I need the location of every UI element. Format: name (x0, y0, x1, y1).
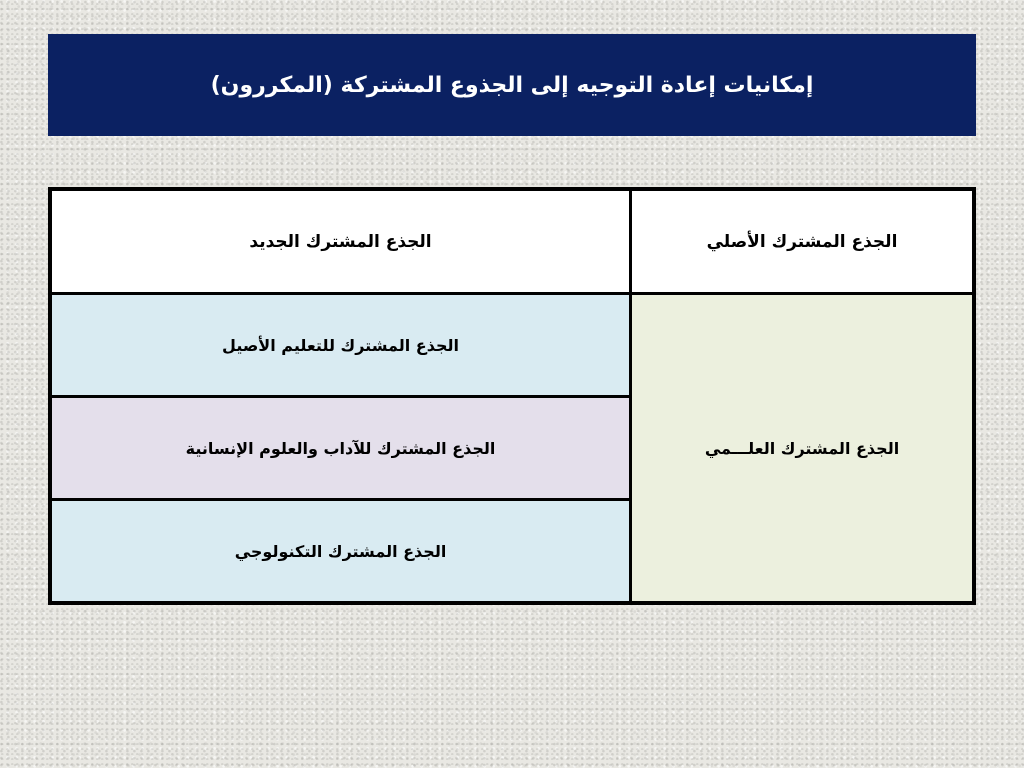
header-original-stream: الجذع المشترك الأصلي (632, 191, 972, 292)
title-banner (48, 34, 976, 136)
new-stream-row-original-education: الجذع المشترك للتعليم الأصيل (52, 295, 629, 395)
reorientation-table (48, 187, 976, 605)
slide-title: إمكانيات إعادة التوجيه إلى الجذوع المشتركة (المكررون) (210, 72, 814, 98)
original-stream-cell: الجذع المشترك العلـــمي (632, 295, 972, 601)
new-stream-row-humanities: الجذع المشترك للآداب والعلوم الإنسانية (52, 398, 629, 498)
header-new-stream: الجذع المشترك الجديد (52, 191, 629, 292)
new-stream-row-technology: الجذع المشترك التكنولوجي (52, 501, 629, 601)
